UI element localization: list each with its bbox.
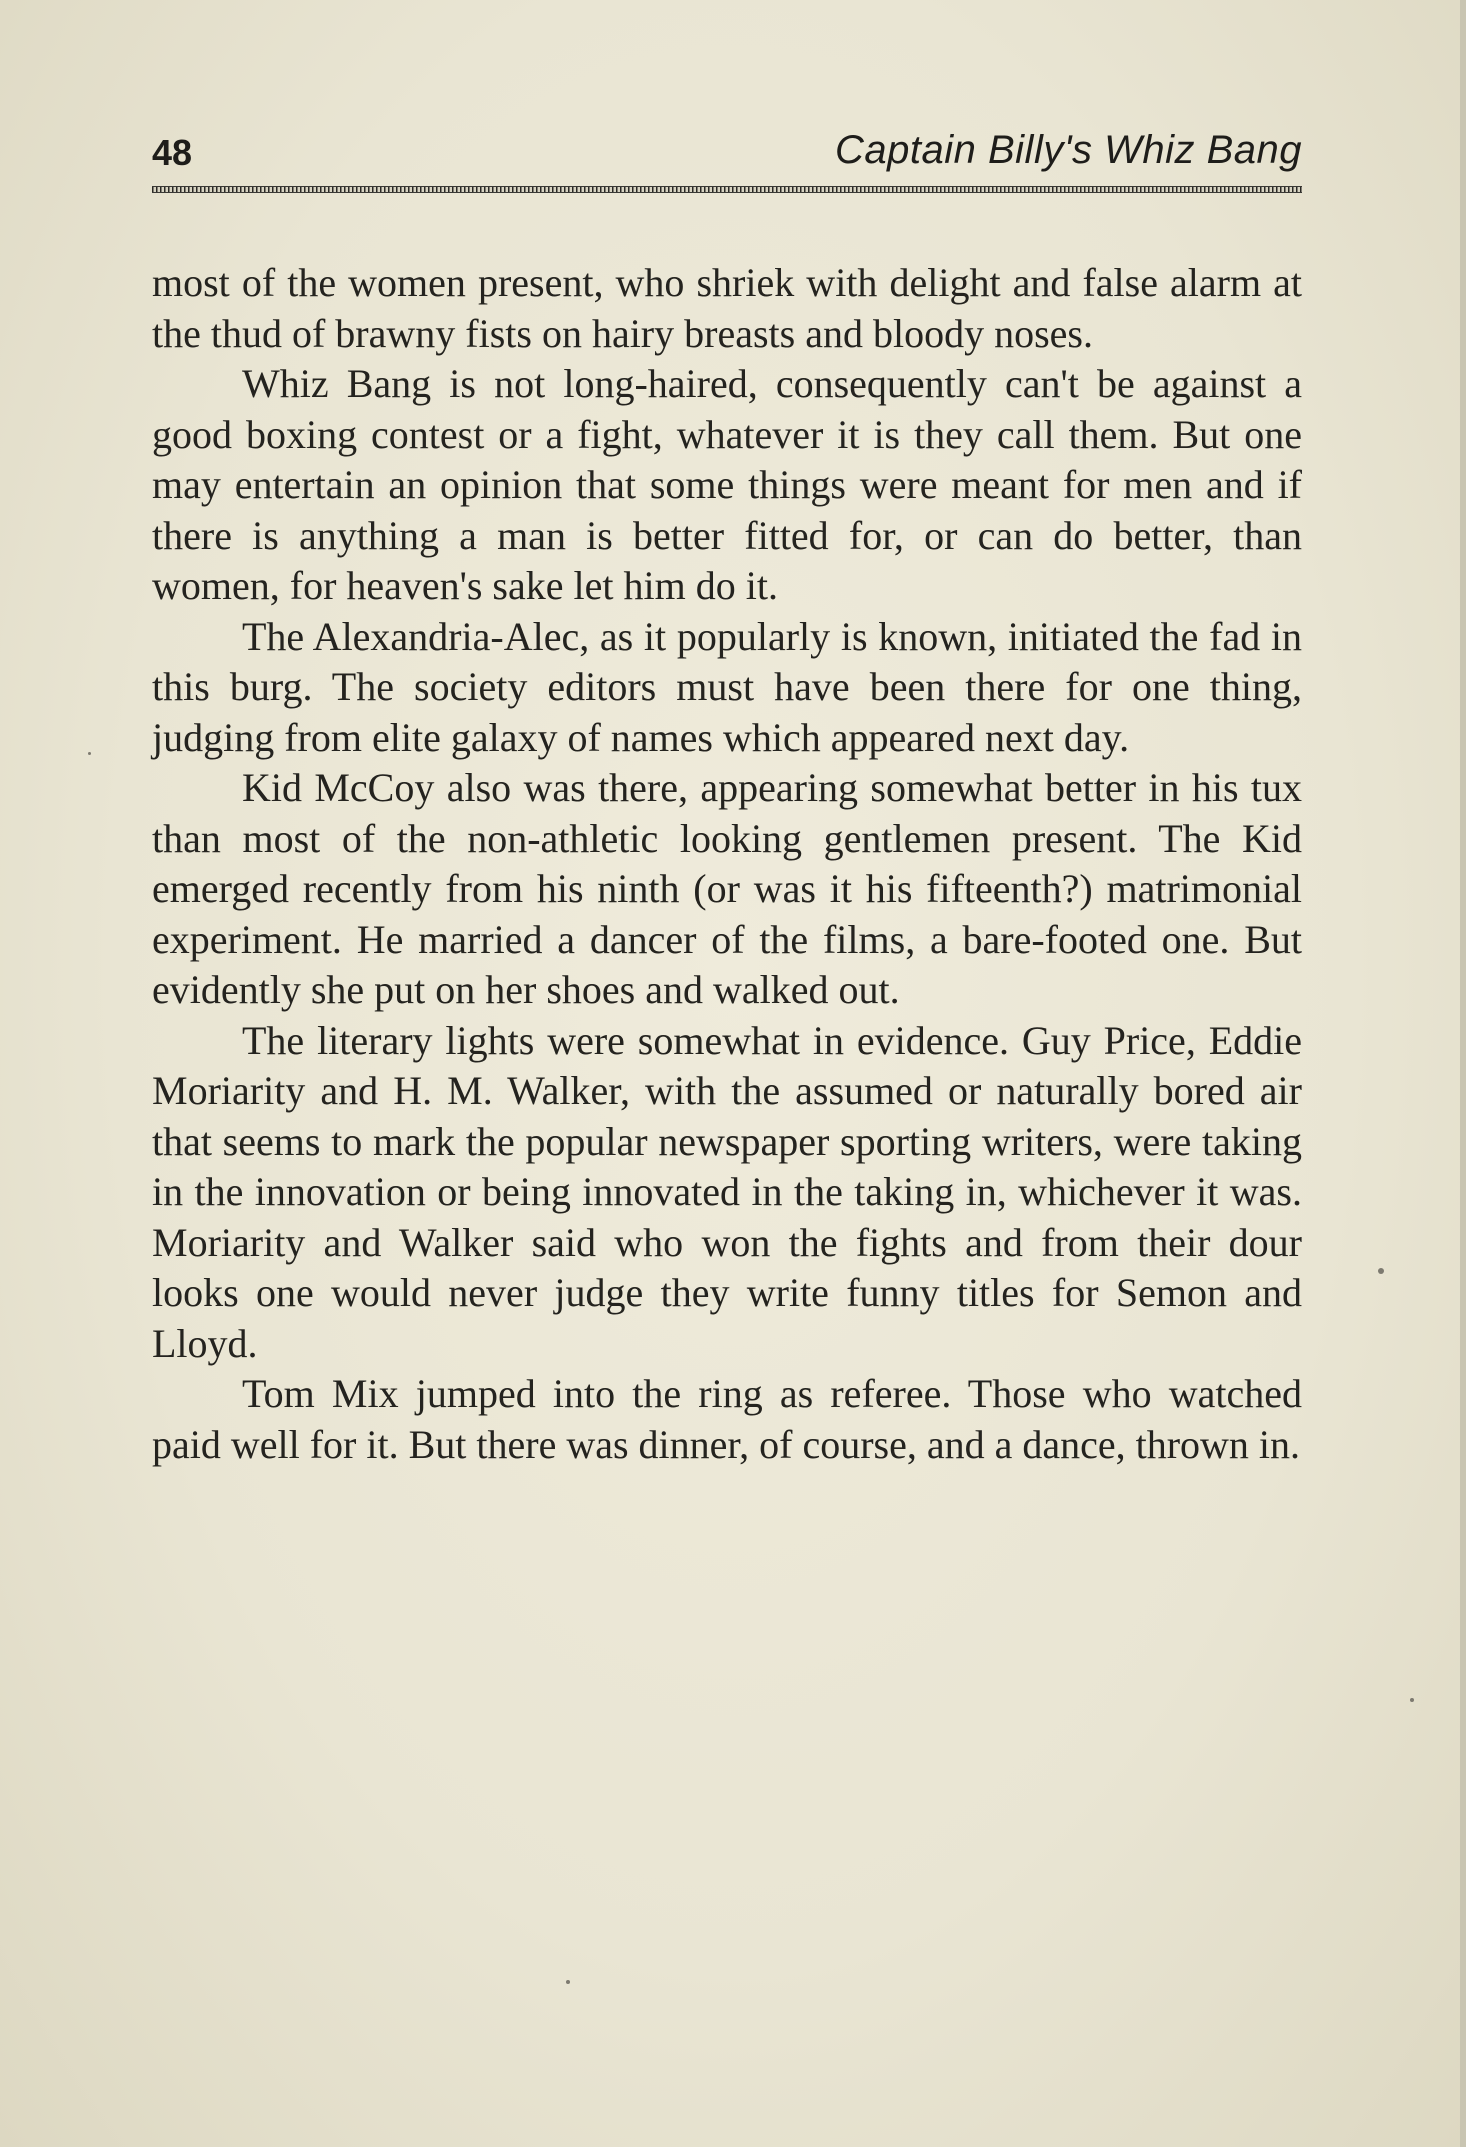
page-header bbox=[152, 128, 1302, 188]
page-number: 48 bbox=[152, 132, 193, 173]
paper-speck bbox=[566, 1980, 570, 1984]
paragraph: The literary lights were somewhat in evidence. Guy Price, Eddie Moriarity and H. M. Walker, with the assumed or naturally bored air that seems to mark the popular newspaper sporting writers, were taking in the innovation or being innovated in the taking in, whichever it was. Moriarity and Walker said who won the fights and from their dour looks one would never judge they write funny titles for Semon and Lloyd. bbox=[152, 1017, 1302, 1366]
paragraph: Kid McCoy also was there, appearing somewhat better in his tux than most of the non-athletic looking gentlemen present. The Kid emerged recently from his ninth (or was it his fifteenth?) matrimonial experiment. He married a dancer of the films, a bare-footed one. But evidently she put on her shoes and walked out. bbox=[152, 765, 1302, 1012]
running-title: Captain Billy's Whiz Bang bbox=[835, 128, 1302, 172]
paragraph: The Alexandria-Alec, as it popularly is known, initiated the fad in this burg. The society editors must have been there for one thing, judging from elite galaxy of names which appeared next day. bbox=[152, 613, 1302, 760]
header-rule bbox=[152, 186, 1302, 193]
paragraph: Tom Mix jumped into the ring as referee. Those who watched paid well for it. But there was dinner, of course, and a dance, thrown in. bbox=[152, 1371, 1302, 1467]
paper-speck bbox=[88, 752, 91, 755]
paragraph-continuation: most of the women present, who shriek with delight and false alarm at the thud of brawny fists on hairy breasts and bloody noses. bbox=[152, 260, 1302, 356]
paragraph: Whiz Bang is not long-haired, consequently can't be against a good boxing contest or a fight, whatever it is they call them. But one may entertain an opinion that some things were meant for men and if there is anything a man is better fitted for, or can do better, than women, for heaven's sake let him do it. bbox=[152, 361, 1302, 608]
paper-speck bbox=[1378, 1268, 1384, 1274]
page-edge bbox=[1460, 0, 1466, 2147]
paper-speck bbox=[1410, 1698, 1414, 1702]
article-body bbox=[152, 258, 1302, 1470]
